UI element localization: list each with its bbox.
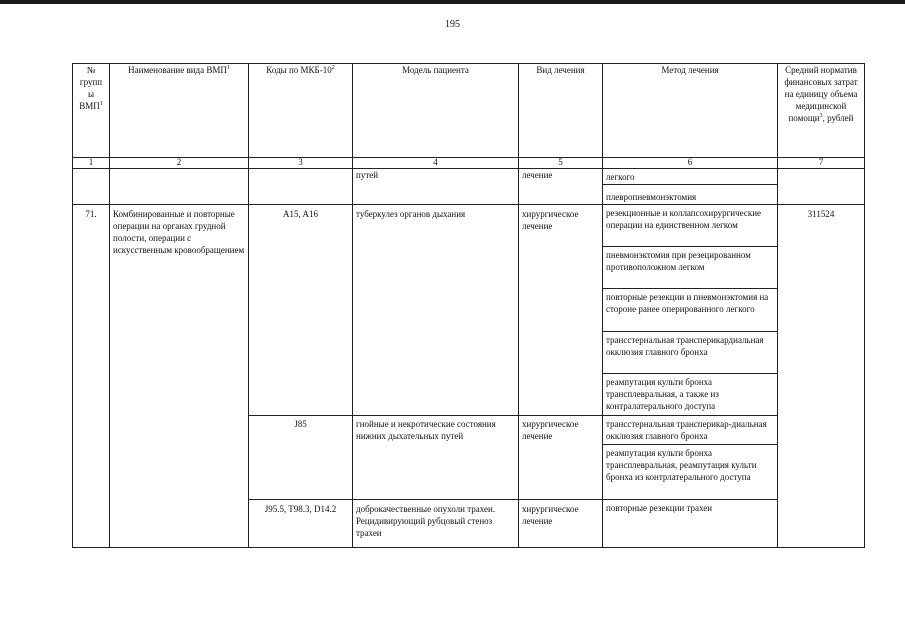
icd-codes: J95.5, T98.3, D14.2: [249, 500, 353, 548]
method-item: пневмонэктомия при резецированном противоположном легком: [603, 247, 777, 289]
method-item: плевропневмонэктомия: [606, 192, 697, 202]
header-cost-norm: Средний норматив финансовых затрат на единицу объема медицинской помощи$^3$, рублей: [778, 64, 865, 158]
column-number: 7: [778, 158, 865, 169]
column-number-row: [73, 158, 865, 169]
cell-empty: [110, 169, 249, 205]
method-item: реампутация культи бронха трансплевральная, реампутация культи бронха из контрлатерального доступа: [606, 448, 757, 482]
icd-codes: J85: [249, 416, 353, 500]
patient-model: доброкачественные опухоли трахеи. Рецидивирующий рубцовый стеноз трахеи: [353, 500, 519, 548]
table-row: [73, 205, 865, 416]
continuation-row: [73, 169, 865, 205]
column-number: 6: [603, 158, 778, 169]
treatment-type: хирургическое лечение: [519, 500, 603, 548]
group-number: 71.: [73, 205, 110, 548]
header-treatment-method: Метод лечения: [603, 64, 778, 158]
continuation-treatment-type: лечение: [519, 169, 603, 205]
header-group-number: № групп ы ВМП$^1$: [73, 64, 110, 158]
method-item: повторные резекции трахеи: [606, 503, 713, 513]
header-vmp-name: Наименование вида ВМП$^1$: [110, 64, 249, 158]
cell-empty: [249, 169, 353, 205]
column-number: 4: [353, 158, 519, 169]
column-number: 5: [519, 158, 603, 169]
header-treatment-type: Вид лечения: [519, 64, 603, 158]
column-number: 1: [73, 158, 110, 169]
cost-value: 311524: [778, 205, 865, 548]
treatment-methods: [603, 500, 778, 548]
treatment-type: хирургическое лечение: [519, 205, 603, 416]
treatment-type: хирургическое лечение: [519, 416, 603, 500]
method-item: повторные резекции и пневмонэктомия на стороне ранее оперированного легкого: [603, 289, 777, 332]
vmp-name: Комбинированные и повторные операции на органах грудной полости, операции с искусственным кровообращением: [110, 205, 249, 548]
patient-model: гнойные и некротические состояния нижних дыхательных путей: [353, 416, 519, 500]
method-item: резекционные и коллапсохирургические операции на единственном легком: [603, 205, 777, 247]
continuation-patient-model: путей: [353, 169, 519, 205]
treatment-methods: [603, 416, 778, 500]
table-header-row: [73, 64, 865, 158]
page-number: 195: [445, 19, 460, 30]
patient-model: туберкулез органов дыхания: [353, 205, 519, 416]
method-item: реампутация культи бронха трансплевральная, а также из контралатерального доступа: [606, 377, 719, 411]
continuation-methods: [603, 169, 778, 205]
medical-care-table: [72, 63, 865, 548]
method-item: трансстернальная трансперикардиальная окклюзия главного бронха: [603, 332, 777, 374]
header-patient-model: Модель пациента: [353, 64, 519, 158]
cell-empty: [73, 169, 110, 205]
method-item: легкого: [603, 169, 777, 185]
top-border-line: [0, 0, 905, 4]
treatment-methods: [603, 205, 778, 416]
cell-empty: [778, 169, 865, 205]
header-icd-codes: Коды по МКБ-$10^2$: [249, 64, 353, 158]
column-number: 2: [110, 158, 249, 169]
icd-codes: A15, A16: [249, 205, 353, 416]
column-number: 3: [249, 158, 353, 169]
method-item: трансстернальная трансперикар-диальная окклюзия главного бронха: [603, 416, 777, 445]
